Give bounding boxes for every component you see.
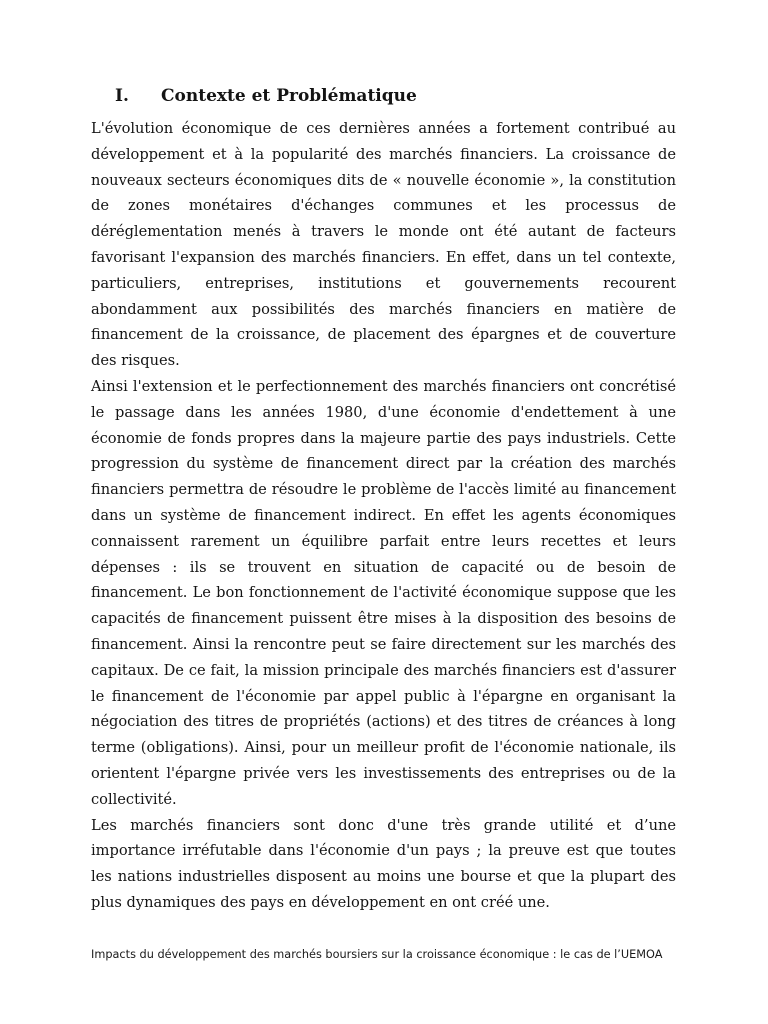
section-number: I. [115,86,129,106]
body-text [91,116,676,916]
page-footer: Impacts du développement des marchés boursiers sur la croissance économique : le cas de l’UEMOA [91,948,663,961]
paragraph-2: Ainsi l'extension et le perfectionnement des marchés financiers ont concrétisé le passage dans les années 1980, d'une économie d'endettement à une économie de fonds propres dans la majeure partie des pays industriels. Cette progression du système de financement direct par la création des marchés financiers permettra de résoudre le problème de l'accès limité au financement dans un système de financement indirect. En effet les agents économiques connaissent rarement un équilibre parfait entre leurs recettes et leurs dépenses : ils se trouvent en situation de capacité ou de besoin de financement. Le bon fonctionnement de l'activité économique suppose que les capacités de financement puissent être mises à la disposition des besoins de financement. Ainsi la rencontre peut se faire directement sur les marchés des capitaux. De ce fait, la mission principale des marchés financiers est d'assurer le financement de l'économie par appel public à l'épargne en organisant la négociation des titres de propriétés (actions) et des titres de créances à long terme (obligations). Ainsi, pour un meilleur profit de l'économie nationale, ils orientent l'épargne privée vers les investissements des entreprises ou de la collectivité. [91,377,676,808]
paragraph-3: Les marchés financiers sont donc d'une très grande utilité et d’une importance irréfutable dans l'économie d'un pays ; la preuve est que toutes les nations industrielles disposent au moins une bourse et que la plupart des plus dynamiques des pays en développement en ont créé une. [91,816,676,911]
section-heading [115,84,417,108]
paragraph-1: L'évolution économique de ces dernières années a fortement contribué au développement et à la popularité des marchés financiers. La croissance de nouveaux secteurs économiques dits de « nouvelle économie », la constitution de zones monétaires d'échanges communes et les processus de déréglementation menés à travers le monde ont été autant de facteurs favorisant l'expansion des marchés financiers. En effet, dans un tel contexte, particuliers, entreprises, institutions et gouvernements recourent abondamment aux possibilités des marchés financiers en matière de financement de la croissance, de placement des épargnes et de couverture des risques. [91,120,676,370]
section-title: Contexte et Problématique [161,86,417,106]
